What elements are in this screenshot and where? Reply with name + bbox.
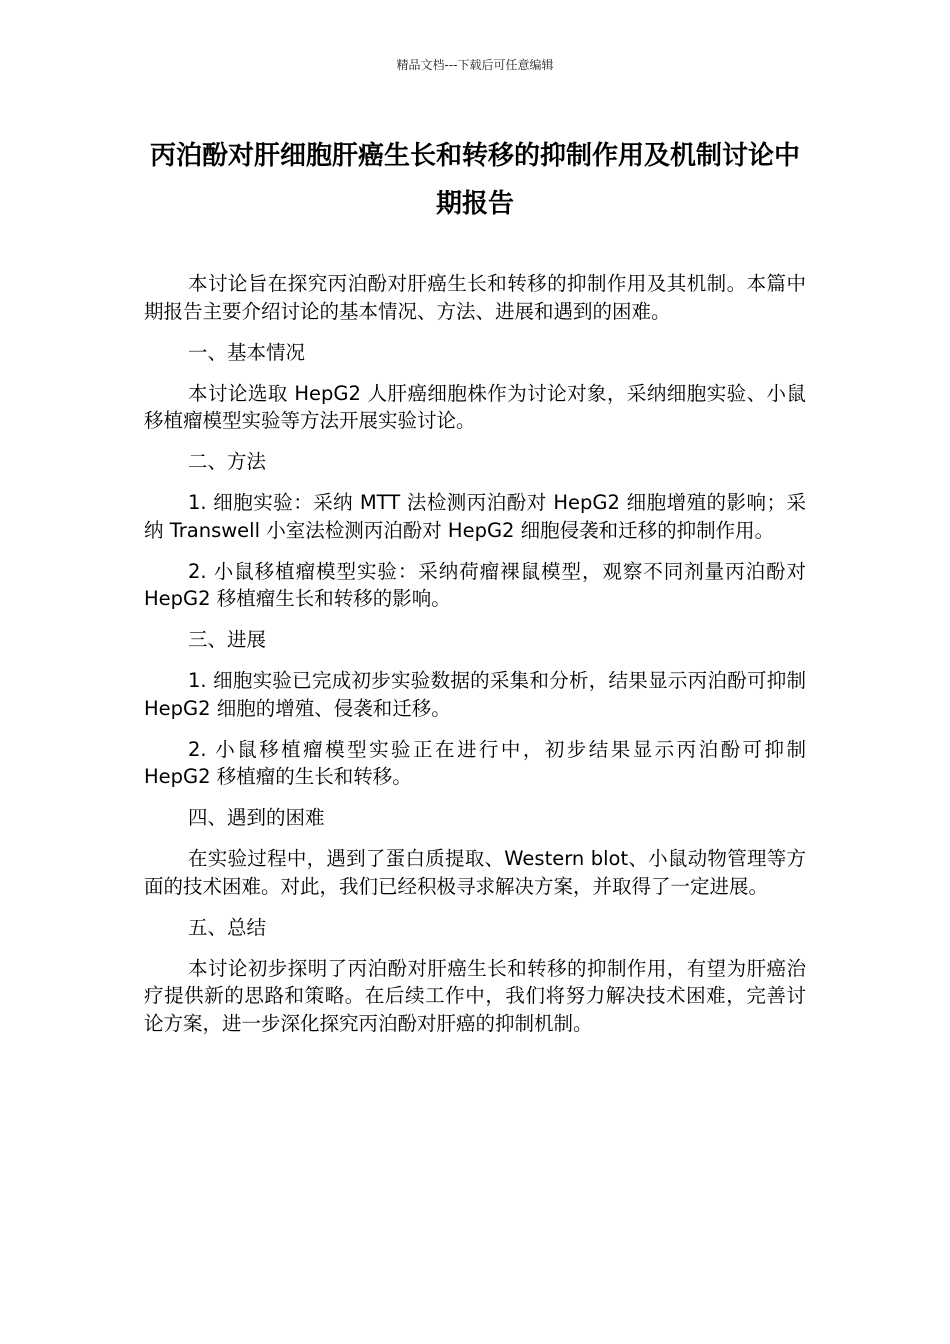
difficulty-paragraph: 在实验过程中，遇到了蛋白质提取、Western blot、小鼠动物管理等方面的技术困难。对此，我们已经积极寻求解决方案，并取得了一定进展。 <box>144 847 806 898</box>
methods-item-1: 1. 细胞实验：采纳 MTT 法检测丙泊酚对 HepG2 细胞增殖的影响；采纳 Transwell 小室法检测丙泊酚对 HepG2 细胞侵袭和迁移的抑制作用。 <box>144 491 806 542</box>
section-heading-progress: 三、进展 <box>188 628 267 651</box>
progress-item-2: 2. 小鼠移植瘤模型实验正在进行中，初步结果显示丙泊酚可抑制 HepG2 移植瘤的生长和转移。 <box>144 737 806 788</box>
section-heading-methods: 二、方法 <box>188 450 267 473</box>
intro-paragraph: 本讨论旨在探究丙泊酚对肝癌生长和转移的抑制作用及其机制。本篇中期报告主要介绍讨论的基本情况、方法、进展和遇到的困难。 <box>144 272 806 323</box>
summary-paragraph: 本讨论初步探明了丙泊酚对肝癌生长和转移的抑制作用，有望为肝癌治疗提供新的思路和策略。在后续工作中，我们将努力解决技术困难，完善讨论方案，进一步深化探究丙泊酚对肝癌的抑制机制。 <box>144 956 806 1035</box>
document-body <box>144 270 806 1051</box>
progress-item-1: 1. 细胞实验已完成初步实验数据的采集和分析，结果显示丙泊酚可抑制 HepG2 细胞的增殖、侵袭和迁移。 <box>144 669 806 720</box>
section-heading-summary: 五、总结 <box>188 915 267 939</box>
methods-item-2: 2. 小鼠移植瘤模型实验：采纳荷瘤裸鼠模型，观察不同剂量丙泊酚对 HepG2 移植瘤生长和转移的影响。 <box>144 559 806 610</box>
header-note: 精品文档---下载后可任意编辑 <box>396 58 554 72</box>
section-heading-difficulty: 四、遇到的困难 <box>188 806 325 829</box>
basic-paragraph: 本讨论选取 HepG2 人肝癌细胞株作为讨论对象，采纳细胞实验、小鼠移植瘤模型实验等方法开展实验讨论。 <box>144 381 806 432</box>
page-title: 丙泊酚对肝细胞肝癌生长和转移的抑制作用及机制讨论中期报告 <box>149 141 800 219</box>
section-heading-basic: 一、基本情况 <box>188 340 306 364</box>
